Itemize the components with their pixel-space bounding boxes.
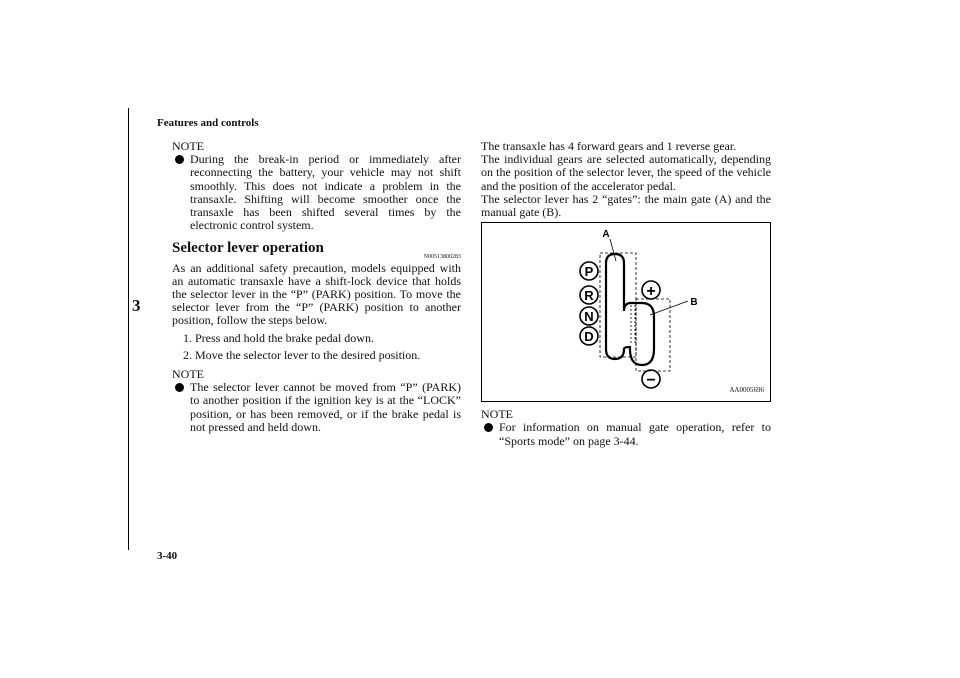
right-column (481, 140, 771, 448)
gate-slot (606, 254, 654, 365)
callout-b: B (690, 297, 698, 309)
section-code: N00513800283 (423, 254, 461, 261)
note-bullet-item (172, 381, 461, 434)
gear-letter: R (584, 288, 594, 304)
shift-gate-diagram (482, 223, 770, 401)
selector-lever-figure (481, 222, 771, 402)
minus-symbol: − (646, 372, 656, 390)
note-bullet-item (481, 421, 771, 447)
left-column (172, 140, 461, 434)
bullet-icon (484, 423, 493, 432)
gear-letter: P (584, 264, 594, 280)
paragraph: The transaxle has 4 forward gears and 1 reverse gear. (481, 139, 737, 153)
note-label: NOTE (481, 407, 513, 422)
figure-code: AA0005696 (729, 386, 764, 395)
step-item: 2. Move the selector lever to the desired position. (183, 347, 421, 362)
bullet-icon (175, 383, 184, 392)
leader-line-a (610, 239, 616, 261)
paragraph: The selector lever has 2 “gates”: the main gate (A) and the manual gate (B). (481, 191, 771, 220)
running-header: Features and controls (157, 117, 259, 129)
note-bullet-item (172, 153, 461, 232)
gear-letter: N (584, 309, 594, 325)
leader-line-b (650, 301, 688, 315)
step-item: 1. Press and hold the brake pedal down. (183, 330, 374, 345)
plus-symbol: + (646, 283, 656, 301)
bullet-icon (175, 155, 184, 164)
chapter-tab-rule (128, 108, 129, 550)
chapter-tab-number: 3 (132, 296, 141, 315)
section-heading-text: Selector lever operation (172, 240, 324, 257)
note-bullet-text: The selector lever cannot be moved from “P” (PARK) to another position if the ignition key is at the “LOCK” position, or has been removed, or if the brake pedal is not pressed and held down. (190, 380, 461, 434)
note-bullet-text: For information on manual gate operation, refer to “Sports mode” on page 3-44. (499, 420, 771, 448)
gear-letter: D (584, 329, 594, 345)
intro-paragraph: As an additional safety precaution, models equipped with an automatic transaxle have a shift-lock device that holds the selector lever in the “P” (PARK) position. To move the selector lever from the “P” (PARK) position to another position, follow the steps below. (172, 260, 461, 328)
note-label: NOTE (172, 139, 204, 153)
note-label: NOTE (172, 367, 204, 382)
section-heading (172, 240, 461, 261)
page-number: 3-40 (157, 550, 178, 562)
callout-a: A (602, 229, 610, 241)
paragraph: The individual gears are selected automatically, depending on the position of the selector lever, the speed of the vehicle and the position of the accelerator pedal. (481, 152, 771, 193)
note-bullet-text: During the break-in period or immediately after reconnecting the battery, your vehicle may not shift smoothly. This does not indicate a problem in the transaxle. Shifting will become smoother once the transaxle has been shifted several times by the electronic control system. (190, 152, 461, 233)
